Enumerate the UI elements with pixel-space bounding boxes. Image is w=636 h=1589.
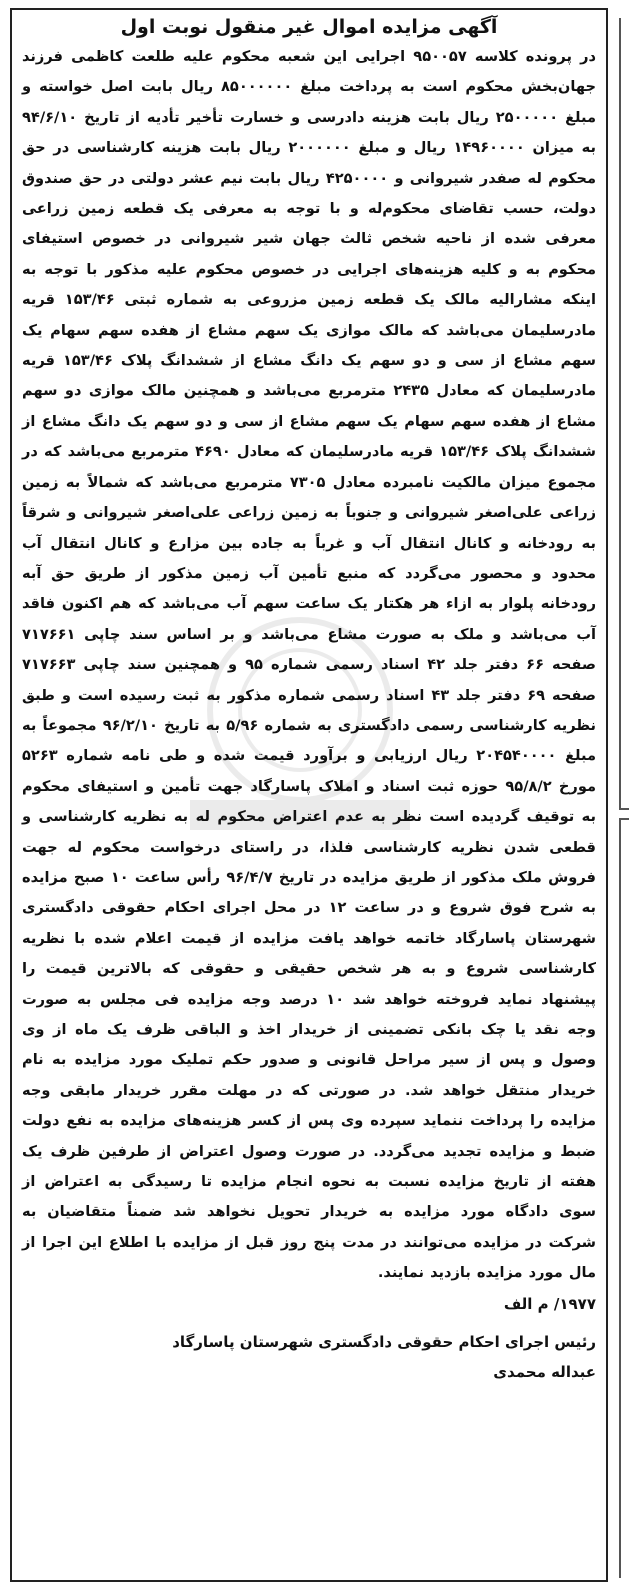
notice-content: [22, 12, 596, 1387]
signer-title: رئیس اجرای احکام حقوقی دادگستری شهرستان پاسارگاد: [172, 1332, 596, 1351]
notice-title: آگهی مزایده اموال غیر منقول نوبت اول: [120, 16, 498, 38]
column-rule-bottom: [619, 818, 621, 1578]
column-rule-tick-upper: [619, 808, 629, 810]
signer-name: عبداله محمدی: [493, 1362, 596, 1381]
notice-body: در پرونده کلاسه ۹۵۰۰۵۷ اجرایی این شعبه محکوم علیه طلعت کاظمی فرزند جهان‌بخش محکوم است به پرداخت مبلغ ۸۵۰۰۰۰۰۰ ریال بابت اصل خواسته و مبلغ ۲۵۰۰۰۰۰ ریال بابت هزینه دادرسی و خسارت تأخیر تأدیه از تاریخ ۹۴/۶/۱۰ به میزان ۱۴۹۶۰۰۰۰ ریال و مبلغ ۲۰۰۰۰۰۰ ریال بابت هزینه کارشناسی در حق محکوم له صفدر شیروانی و ۴۲۵۰۰۰۰ ریال بابت نیم عشر دولتی در حق صندوق دولت، حسب تقاضای محکوم‌له و با توجه به معرفی یک قطعه زمین زراعی معرفی شده از ناحیه شخص ثالث جهان شیر شیروانی در خصوص استیفای محکوم به و کلیه هزینه‌های اجرایی در خصوص محکوم علیه مذکور با توجه به اینکه مشارالیه مالک یک قطعه زمین مزروعی به شماره ثبتی ۱۵۳/۴۶ قریه مادرسلیمان می‌باشد که مالک موازی یک سهم مشاع از هفده سهم سهام یک سهم مشاع از سی و دو سهم یک دانگ مشاع از ششدانگ پلاک ۱۵۳/۴۶ قریه مادرسلیمان که معادل ۲۴۳۵ مترمربع می‌باشد و همچنین مالک موازی دو سهم مشاع از هفده سهم سهام یک سهم مشاع از سی و دو سهم یک دانگ مشاع از ششدانگ پلاک ۱۵۳/۴۶ قریه مادرسلیمان که معادل ۴۶۹۰ مترمربع می‌باشد که در مجموع میزان مالکیت نامبرده معادل ۷۳۰۵ مترمربع می‌باشد که شمالاً به زمین زراعی علی‌اصغر شیروانی و جنوباً به زمین زراعی علی‌اصغر شیروانی و شرقاً به رودخانه و کانال انتقال آب و غرباً به جاده بین مزارع و کانال انتقال آب محدود و محصور می‌گردد که منبع تأمین آب زمین مذکور از طریق حق آبه رودخانه پلوار به ازاء هر هکتار یک ساعت سهم آب می‌باشد که هم اکنون فاقد آب می‌باشد و ملک به صورت مشاع می‌باشد و بر اساس سند چاپی ۷۱۷۶۶۱ صفحه ۶۶ دفتر جلد ۴۲ اسناد رسمی شماره ۹۵ و همچنین سند چاپی ۷۱۷۶۶۳ صفحه ۶۹ دفتر جلد ۴۳ اسناد رسمی شماره مذکور به ثبت رسیده است و طبق نظریه کارشناسی رسمی دادگستری به شماره ۵/۹۶ به تاریخ ۹۶/۲/۱۰ مجموعاً به مبلغ ۲۰۴۵۴۰۰۰۰ ریال ارزیابی و برآورد قیمت شده و طی نامه شماره ۵۲۶۳ مورخ ۹۵/۸/۲ حوزه ثبت اسناد و املاک پاسارگاد جهت تأمین و استیفای محکوم به توقیف گردیده است نظر به عدم اعتراض محکوم له به نظریه کارشناسی و قطعی شدن نظریه کارشناسی فلذا، در راستای درخواست محکوم له جهت فروش ملک مذکور از طریق مزایده در تاریخ ۹۶/۴/۷ رأس ساعت ۱۰ صبح مزایده به شرح فوق شروع و در ساعت ۱۲ در محل اجرای احکام حقوقی دادگستری شهرستان پاسارگاد خاتمه خواهد یافت مزایده از قیمت اعلام شده با نظریه کارشناسی شروع و به هر شخص حقیقی و حقوقی که بالاترین قیمت را پیشنهاد نماید فروخته خواهد شد ۱۰ درصد وجه مزایده فی مجلس به صورت وجه نقد یا چک بانکی تضمینی از خریدار اخذ و الباقی ظرف یک ماه از وی وصول و پس از سیر مراحل قانونی و صدور حکم تملیک مورد مزایده به نام خریدار منتقل خواهد شد. در صورتی که در مهلت مقرر خریدار مابقی وجه مزایده را پرداخت ننماید سپرده وی پس از کسر هزینه‌های مزایده به نفع دولت ضبط و مزایده تجدید می‌گردد. در صورت وصول اعتراض از طرفین ظرف یک هفته از تاریخ مزایده نسبت به نحوه انجام مزایده تا رسیدگی به اعتراض از سوی دادگاه مورد مزایده به خریدار تحویل نخواهد شد ضمناً متقاضیان به شرکت در مزایده می‌توانند در مدت پنج روز قبل از مزایده با اطلاع این اجرا از مال مورد مزایده بازدید نمایند.: [22, 48, 597, 1282]
reference-code: ۱۹۷۷/ م الف: [503, 1294, 596, 1313]
column-rule-top: [619, 18, 621, 808]
